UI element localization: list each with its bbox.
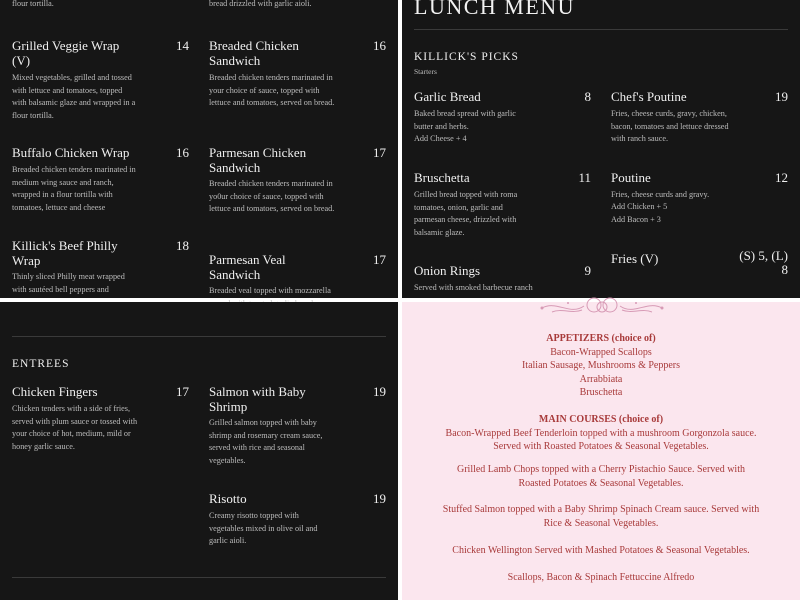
divider xyxy=(414,29,788,30)
item-price: 17 xyxy=(373,252,386,267)
item-name: Parmesan Veal Sandwich xyxy=(209,252,286,282)
page-title: LUNCH MENU xyxy=(414,0,576,19)
menu-line: Roasted Potatoes & Seasonal Vegetables. xyxy=(518,477,684,489)
item-name: Risotto xyxy=(209,491,247,506)
item-price: 14 xyxy=(176,38,189,53)
item-desc: Fries, cheese curds and gravy. xyxy=(611,190,710,199)
menu-panel-sandwiches xyxy=(0,0,398,298)
item-desc-tail: bread drizzled with garlic aioli. xyxy=(209,0,312,8)
item-name: Killick's Beef Philly Wrap xyxy=(12,238,118,268)
item-desc: Fries, cheese curds, gravy, chicken, bacon, tomatoes and lettuce dressed with ranch sauce. xyxy=(611,109,729,144)
menu-panel-starters xyxy=(402,0,800,298)
divider xyxy=(12,336,386,337)
item-name: Fries (V) xyxy=(611,251,659,266)
item-desc: Thinly sliced Philly meat wrapped with sautéed bell peppers and xyxy=(12,272,125,294)
menu-line: Scallops, Bacon & Spinach Fettuccine Alfredo xyxy=(507,571,695,583)
item-price: 11 xyxy=(578,170,591,185)
item-name: Buffalo Chicken Wrap xyxy=(12,145,130,160)
item-desc: Grilled bread topped with roma tomatoes, onion, garlic and parmesan cheese, drizzled with balsamic glaze. xyxy=(414,190,518,237)
item-addon: Add Bacon + 3 xyxy=(611,215,661,224)
item-name: Salmon with Baby Shrimp xyxy=(209,384,306,414)
item-price: 17 xyxy=(176,384,189,399)
item-name: Breaded Chicken Sandwich xyxy=(209,38,299,68)
item-price: 19 xyxy=(373,384,386,399)
menu-panel-entrees xyxy=(0,302,398,600)
item-desc: Served with smoked barbecue ranch xyxy=(414,283,533,292)
menu-line: Chicken Wellington Served with Mashed Potatoes & Seasonal Vegetables. xyxy=(452,544,750,556)
item-price: 19 xyxy=(373,491,386,506)
item-name: Onion Rings xyxy=(414,263,481,278)
item-price: 17 xyxy=(373,145,386,160)
menu-line: Bruschetta xyxy=(579,387,623,398)
menu-line: Bacon-Wrapped Scallops xyxy=(550,346,652,358)
section-heading: APPETIZERS (choice of) xyxy=(546,333,656,344)
item-name: Poutine xyxy=(611,170,651,185)
item-desc: Breaded chicken tenders marinated in medium wing sauce and ranch, wrapped in a flour tortilla with tomatoes, lettuce and cheese xyxy=(12,165,136,212)
item-desc: Mixed vegetables, grilled and tossed with lettuce and tomatoes, topped with balsamic glaze and wrapped in a flour tortilla. xyxy=(12,73,136,120)
menu-line: Italian Sausage, Mushrooms & Peppers xyxy=(521,360,681,371)
item-addon: Add Chicken + 5 xyxy=(611,202,668,211)
item-price: 8 xyxy=(584,89,591,104)
item-addon: Add Cheese + 4 xyxy=(414,134,467,143)
flourish-ornament-icon xyxy=(532,294,672,324)
item-name: Parmesan Chicken Sandwich xyxy=(209,145,307,175)
item-desc: Grilled salmon topped with baby shrimp and rosemary cream sauce, served with rice and seasonal vegetables. xyxy=(209,418,323,465)
item-desc: Breaded veal topped with mozzarella xyxy=(209,286,331,295)
item-desc: Breaded chicken tenders marinated in yo0ur choice of sauce, topped with lettuce and tomatoes, served on bread. xyxy=(209,179,335,214)
section-heading: MAIN COURSES (choice of) xyxy=(538,414,664,425)
item-name: Bruschetta xyxy=(414,170,470,185)
menu-line: Grilled Lamb Chops topped with a Cherry Pistachio Sauce. Served with xyxy=(456,464,745,475)
item-desc: Chicken tenders with a side of fries, served with plum sauce or tossed with your choice of hot, medium, mild or honey garlic sauce. xyxy=(12,404,138,451)
menu-panel-banquet xyxy=(402,302,800,600)
item-name: Grilled Veggie Wrap (V) xyxy=(12,38,120,68)
menu-line: Bacon-Wrapped Beef Tenderloin topped with a mushroom Gorgonzola sauce. xyxy=(445,427,757,439)
menu-line: Arrabbiata xyxy=(579,373,623,385)
item-name: Chicken Fingers xyxy=(12,384,98,399)
menu-line: Rice & Seasonal Vegetables. xyxy=(543,517,659,529)
item-name: Chef's Poutine xyxy=(611,89,687,104)
item-price: 9 xyxy=(584,263,591,278)
section-title: ENTREES xyxy=(12,358,70,370)
item-price: 16 xyxy=(176,145,189,160)
item-price: 12 xyxy=(775,170,788,185)
item-desc-tail: flour tortilla. xyxy=(12,0,54,8)
menu-line: Stuffed Salmon topped with a Baby Shrimp Spinach Cream sauce. Served with xyxy=(442,504,760,515)
item-desc: Baked bread spread with garlic butter and herbs. xyxy=(414,109,516,131)
item-price: (S) 5, (L) 8 xyxy=(739,248,788,277)
item-price: 19 xyxy=(775,89,788,104)
item-desc: Breaded chicken tenders marinated in your choice of sauce, topped with lettuce and tomatoes, served on bread. xyxy=(209,73,335,108)
section-subtitle: Starters xyxy=(414,67,437,76)
item-name: Garlic Bread xyxy=(414,89,481,104)
menu-line: Served with Roasted Potatoes & Seasonal Vegetables. xyxy=(493,441,709,452)
item-desc: Creamy risotto topped with vegetables mixed in olive oil and garlic aioli. xyxy=(209,511,318,546)
divider xyxy=(12,577,386,578)
section-title: KILLICK'S PICKS xyxy=(414,51,519,63)
item-price: 16 xyxy=(373,38,386,53)
item-price: 18 xyxy=(176,238,189,253)
